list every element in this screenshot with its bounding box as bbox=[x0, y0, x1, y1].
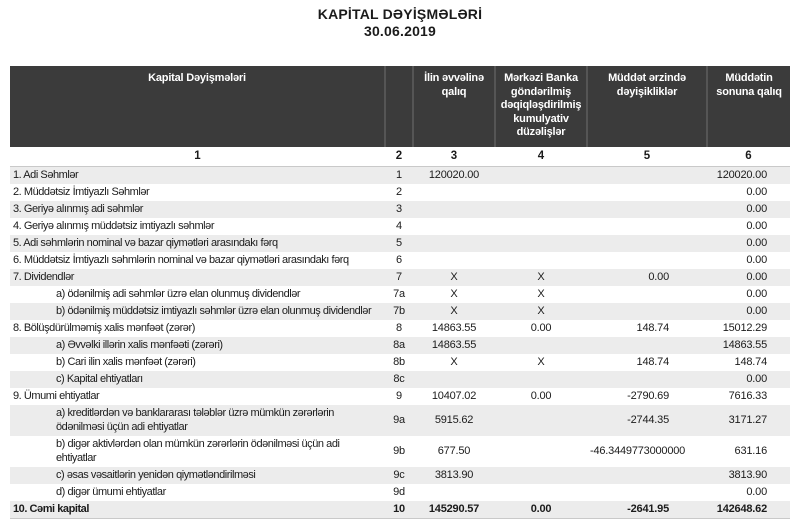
value-closing-balance: 14863.55 bbox=[722, 339, 767, 351]
row-label: 6. Müddətsiz İmtiyazlı səhmlərin nominal və bazar qiymətləri arasındakı fərq bbox=[13, 254, 349, 266]
row-label: 2. Müddətsiz İmtiyazlı Səhmlər bbox=[13, 186, 150, 198]
value-period-changes: 148.74 bbox=[636, 356, 669, 368]
row-label: 4. Geriyə alınmış müddətsiz imtiyazlı səhmlər bbox=[13, 220, 215, 232]
row-number: 8c bbox=[393, 373, 405, 385]
table-row bbox=[10, 184, 790, 201]
row-number: 8 bbox=[396, 322, 402, 334]
table-row bbox=[10, 405, 790, 436]
header-row-number-column bbox=[385, 66, 413, 147]
capital-changes-table bbox=[10, 66, 790, 519]
value-cumulative-adjustments bbox=[495, 467, 587, 484]
value-closing-balance: 0.00 bbox=[746, 271, 767, 283]
value-opening-balance: 145290.57 bbox=[413, 501, 495, 519]
table-row bbox=[10, 337, 790, 354]
value-cumulative-adjustments: 0.00 bbox=[530, 390, 552, 402]
row-number: 7a bbox=[393, 288, 405, 300]
row-number: 8a bbox=[393, 339, 405, 351]
value-opening-balance bbox=[413, 252, 495, 269]
header-period-changes: Müddət ərzində dəyişikliklər bbox=[587, 66, 707, 147]
row-number: 8b bbox=[393, 356, 405, 368]
row-label: 10. Cəmi kapital bbox=[10, 501, 385, 519]
value-cumulative-adjustments bbox=[495, 252, 587, 269]
table-row bbox=[10, 252, 790, 269]
row-label: c) əsas vəsaitlərin yenidən qiymətləndirilməsi bbox=[56, 469, 256, 481]
row-number: 10 bbox=[385, 501, 413, 519]
value-period-changes bbox=[587, 467, 707, 484]
value-period-changes: -2744.35 bbox=[627, 414, 669, 426]
value-opening-balance: 5915.62 bbox=[434, 414, 474, 426]
value-cumulative-adjustments bbox=[495, 235, 587, 252]
value-period-changes bbox=[587, 484, 707, 501]
row-label: b) ödənilmiş müddətsiz imtiyazlı səhmlər üzrə elan olunmuş dividendlər bbox=[56, 305, 372, 317]
value-cumulative-adjustments: X bbox=[537, 271, 545, 283]
table-row bbox=[10, 235, 790, 252]
value-closing-balance: 3171.27 bbox=[728, 414, 767, 426]
column-number-1: 1 bbox=[10, 147, 385, 167]
row-number: 1 bbox=[396, 169, 402, 181]
table-row bbox=[10, 388, 790, 405]
value-closing-balance: 142648.62 bbox=[707, 501, 790, 519]
value-cumulative-adjustments: X bbox=[537, 305, 545, 317]
row-number: 4 bbox=[396, 220, 402, 232]
row-label: 8. Bölüşdürülməmiş xalis mənfəət (zərər) bbox=[13, 322, 195, 334]
value-opening-balance: 3813.90 bbox=[434, 469, 474, 481]
value-period-changes bbox=[587, 286, 707, 303]
row-label: 3. Geriyə alınmış adi səhmlər bbox=[13, 203, 144, 215]
value-opening-balance bbox=[413, 184, 495, 201]
value-closing-balance: 120020.00 bbox=[716, 169, 767, 181]
table-row bbox=[10, 166, 790, 184]
table-body bbox=[10, 166, 790, 518]
row-label: c) Kapital ehtiyatları bbox=[56, 373, 143, 385]
row-number: 7b bbox=[393, 305, 405, 317]
row-label: 7. Dividendlər bbox=[13, 271, 74, 283]
value-period-changes bbox=[587, 252, 707, 269]
column-number-6: 6 bbox=[707, 147, 790, 167]
value-closing-balance: 148.74 bbox=[734, 356, 767, 368]
report-title bbox=[0, 0, 800, 40]
value-closing-balance: 0.00 bbox=[746, 486, 767, 498]
table-row bbox=[10, 269, 790, 286]
row-label: b) Cari ilin xalis mənfəət (zərəri) bbox=[56, 356, 196, 368]
row-number: 9 bbox=[396, 390, 402, 402]
value-cumulative-adjustments bbox=[495, 405, 587, 436]
column-number-5: 5 bbox=[587, 147, 707, 167]
header-cumulative-adjustments: Mərkəzi Banka göndərilmiş dəqiqləşdirilmiş kumulyativ düzəlişlər bbox=[495, 66, 587, 147]
column-number-4: 4 bbox=[495, 147, 587, 167]
table-row bbox=[10, 371, 790, 388]
value-opening-balance: 120020.00 bbox=[428, 169, 480, 181]
header-capital-changes: Kapital Dəyişmələri bbox=[10, 66, 385, 147]
value-cumulative-adjustments bbox=[495, 371, 587, 388]
row-label: 1. Adi Səhmlər bbox=[13, 169, 79, 181]
value-period-changes: -2641.95 bbox=[587, 501, 707, 519]
row-number: 5 bbox=[396, 237, 402, 249]
value-opening-balance bbox=[413, 235, 495, 252]
value-period-changes bbox=[587, 201, 707, 218]
value-cumulative-adjustments: 0.00 bbox=[530, 322, 552, 334]
row-label: a) ödənilmiş adi səhmlər üzrə elan olunmuş dividendlər bbox=[56, 288, 301, 300]
value-closing-balance: 0.00 bbox=[746, 237, 767, 249]
column-number-3: 3 bbox=[413, 147, 495, 167]
table-row bbox=[10, 354, 790, 371]
row-number: 9b bbox=[393, 445, 405, 457]
column-number-2: 2 bbox=[385, 147, 413, 167]
header-closing-balance: Müddətin sonuna qalıq bbox=[707, 66, 790, 147]
report-date: 30.06.2019 bbox=[363, 23, 437, 39]
row-label: 9. Ümumi ehtiyatlar bbox=[13, 390, 100, 402]
value-period-changes bbox=[587, 218, 707, 235]
value-cumulative-adjustments bbox=[495, 484, 587, 501]
value-closing-balance: 0.00 bbox=[746, 305, 767, 317]
table-row bbox=[10, 467, 790, 484]
capital-changes-table-container bbox=[10, 66, 790, 519]
value-period-changes: 0.00 bbox=[648, 271, 669, 283]
row-number: 7 bbox=[396, 271, 402, 283]
value-closing-balance: 7616.33 bbox=[728, 390, 767, 402]
table-row bbox=[10, 484, 790, 501]
value-period-changes bbox=[587, 184, 707, 201]
value-cumulative-adjustments: X bbox=[537, 356, 545, 368]
row-label: d) digər ümumi ehtiyatlar bbox=[56, 486, 166, 498]
table-row bbox=[10, 303, 790, 320]
value-closing-balance: 0.00 bbox=[746, 288, 767, 300]
row-label: b) digər aktivlərdən olan mümkün zərərlərin ödənilməsi üçün adi ehtiyatlar bbox=[56, 438, 340, 464]
row-number: 2 bbox=[396, 186, 402, 198]
row-number: 3 bbox=[396, 203, 402, 215]
table-row bbox=[10, 201, 790, 218]
value-opening-balance bbox=[413, 484, 495, 501]
row-number: 9c bbox=[393, 469, 405, 481]
value-period-changes bbox=[587, 235, 707, 252]
value-opening-balance bbox=[413, 371, 495, 388]
value-closing-balance: 0.00 bbox=[746, 203, 767, 215]
value-period-changes bbox=[587, 166, 707, 184]
value-closing-balance: 0.00 bbox=[746, 220, 767, 232]
value-opening-balance: X bbox=[450, 271, 458, 283]
value-opening-balance: 14863.55 bbox=[431, 339, 477, 351]
value-period-changes bbox=[587, 303, 707, 320]
value-cumulative-adjustments bbox=[495, 218, 587, 235]
value-cumulative-adjustments: X bbox=[537, 288, 545, 300]
value-closing-balance: 0.00 bbox=[746, 254, 767, 266]
value-period-changes: -46.3449773000000 bbox=[590, 445, 686, 457]
table-row bbox=[10, 286, 790, 303]
table-row bbox=[10, 436, 790, 467]
value-cumulative-adjustments bbox=[495, 201, 587, 218]
value-closing-balance: 3813.90 bbox=[728, 469, 767, 481]
row-number: 6 bbox=[396, 254, 402, 266]
value-cumulative-adjustments bbox=[495, 337, 587, 354]
value-opening-balance: 10407.02 bbox=[431, 390, 477, 402]
value-closing-balance: 631.16 bbox=[734, 445, 767, 457]
row-label: a) Əvvəlki illərin xalis mənfəəti (zərəri) bbox=[56, 339, 223, 351]
table-row bbox=[10, 501, 790, 519]
row-number: 9a bbox=[393, 414, 405, 426]
value-cumulative-adjustments bbox=[495, 166, 587, 184]
value-closing-balance: 0.00 bbox=[746, 186, 767, 198]
header-opening-balance: İlin əvvəlinə qalıq bbox=[413, 66, 495, 147]
report-title-line1: KAPİTAL DƏYİŞMƏLƏRİ bbox=[317, 6, 483, 22]
value-period-changes: -2790.69 bbox=[627, 390, 669, 402]
row-number: 9d bbox=[393, 486, 405, 498]
table-row bbox=[10, 320, 790, 337]
value-closing-balance: 0.00 bbox=[746, 373, 767, 385]
value-cumulative-adjustments bbox=[495, 436, 587, 467]
value-opening-balance: X bbox=[450, 305, 458, 317]
value-closing-balance: 15012.29 bbox=[722, 322, 767, 334]
value-cumulative-adjustments: 0.00 bbox=[495, 501, 587, 519]
value-period-changes bbox=[587, 337, 707, 354]
value-opening-balance: X bbox=[450, 356, 458, 368]
value-period-changes bbox=[587, 371, 707, 388]
value-opening-balance bbox=[413, 201, 495, 218]
value-opening-balance: 677.50 bbox=[437, 445, 471, 457]
value-opening-balance: 14863.55 bbox=[431, 322, 477, 334]
value-opening-balance bbox=[413, 218, 495, 235]
value-cumulative-adjustments bbox=[495, 184, 587, 201]
row-label: a) kreditlərdən və banklararası tələblər üzrə mümkün zərərlərin ödənilməsi üçün adi ehtiyatlar bbox=[56, 407, 334, 433]
column-number-row bbox=[10, 147, 790, 167]
table-row bbox=[10, 218, 790, 235]
value-period-changes: 148.74 bbox=[636, 322, 669, 334]
row-label: 5. Adi səhmlərin nominal və bazar qiymətləri arasındakı fərq bbox=[13, 237, 278, 249]
value-opening-balance: X bbox=[450, 288, 458, 300]
table-header-row bbox=[10, 66, 790, 147]
